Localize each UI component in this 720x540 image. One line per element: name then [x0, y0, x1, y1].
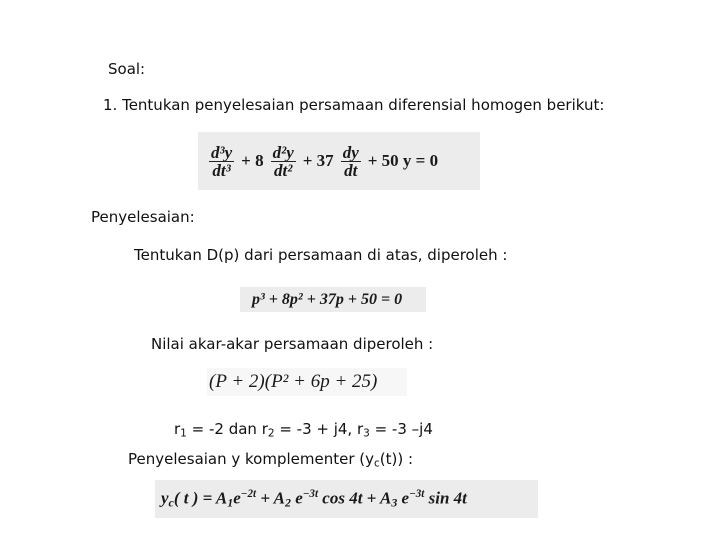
second-derivative-term: $\frac{\text{d²y}}{\text{dt²}}$ [272, 142, 294, 180]
r3-sub: 3 [363, 427, 370, 440]
question: 1. Tentukan penyelesaian persamaan diferensial homogen berikut: [103, 96, 605, 114]
complement-prefix: Penyelesaian y komplementer (y [128, 450, 375, 468]
r1-value: = -2 dan [186, 420, 262, 438]
characteristic-equation: p³ + 8p² + 37p + 50 = 0 [240, 287, 426, 312]
ode-equation: $\frac{\text{d³y}}{\text{dt³}}$ + 8 $\frac{\text{d²y}}{\text{dt²}}$ + 37 $\frac{dy}{dt}$ + 50 y = 0 [198, 132, 480, 190]
step1-text: Tentukan D(p) dari persamaan di atas, diperoleh : [134, 246, 508, 264]
r1-label: r [174, 420, 181, 438]
step2-text: Nilai akar-akar persamaan diperoleh : [151, 335, 434, 353]
solution-label: Penyelesaian: [91, 208, 195, 226]
r3-value: = -3 –j4 [369, 420, 433, 438]
r3-label: r [356, 420, 364, 438]
r2-value: = -3 + j4, [274, 420, 357, 438]
complement-suffix: (t)) : [379, 450, 414, 468]
heading: Soal: [108, 60, 146, 78]
r2-sub: 2 [267, 427, 275, 440]
complement-sub: c [374, 457, 380, 470]
complement-line [128, 450, 413, 470]
roots-line [174, 420, 433, 440]
first-derivative-term: $\frac{dy}{dt}$ [342, 142, 359, 180]
r2-label: r [261, 420, 268, 438]
third-derivative-term: $\frac{\text{d³y}}{\text{dt³}}$ [211, 142, 233, 180]
factored-equation: (P + 2)(P² + 6p + 25) [207, 368, 407, 396]
yc-lhs: $y_c$( t ) = $A_1e^{-2t} + A_2$ $e^{-3t}$ $\cos 4t + A_3$ $e^{-3t}$ sin 4t [161, 487, 467, 510]
r1-sub: 1 [180, 427, 187, 440]
complementary-solution-equation [155, 480, 538, 518]
